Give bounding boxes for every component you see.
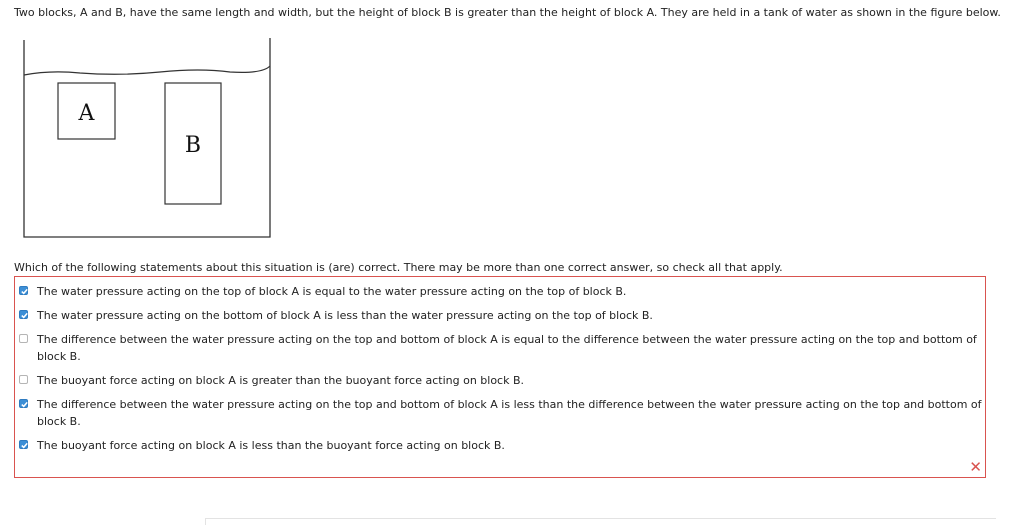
prompt-text: Which of the following statements about this situation is (are) correct. There may be more than one correct answer, so check all that apply.	[14, 261, 783, 274]
option-checkbox[interactable]	[19, 310, 28, 319]
tank-figure	[0, 0, 280, 240]
option-label: The buoyant force acting on block A is greater than the buoyant force acting on block B.	[37, 374, 525, 387]
option-label: The buoyant force acting on block A is less than the buoyant force acting on block B.	[37, 439, 505, 452]
question-text: Two blocks, A and B, have the same length and width, but the height of block B is greater than the height of block A. They are held in a tank of water as shown in the figure below.	[14, 6, 1001, 19]
option-checkbox[interactable]	[19, 440, 28, 449]
option-label: The water pressure acting on the top of block A is equal to the water pressure acting on the top of block B.	[37, 285, 627, 298]
block-a-label: A	[78, 101, 95, 126]
bottom-panel-edge	[205, 518, 996, 525]
answer-box	[14, 276, 986, 478]
option-label: The difference between the water pressure acting on the top and bottom of block A is less than the difference between the water pressure acting on the top and bottom of block B.	[37, 398, 982, 428]
option-checkbox[interactable]	[19, 399, 28, 408]
option-checkbox[interactable]	[19, 286, 28, 295]
option-label: The water pressure acting on the bottom of block A is less than the water pressure acting on the top of block B.	[37, 309, 653, 322]
option-label: The difference between the water pressure acting on the top and bottom of block A is equal to the difference between the water pressure acting on the top and bottom of block B.	[37, 333, 977, 363]
option-checkbox[interactable]	[19, 334, 28, 343]
incorrect-x-icon: ✕	[969, 458, 982, 476]
option-checkbox[interactable]	[19, 375, 28, 384]
water-surface	[24, 66, 270, 75]
block-b-label: B	[184, 133, 202, 158]
